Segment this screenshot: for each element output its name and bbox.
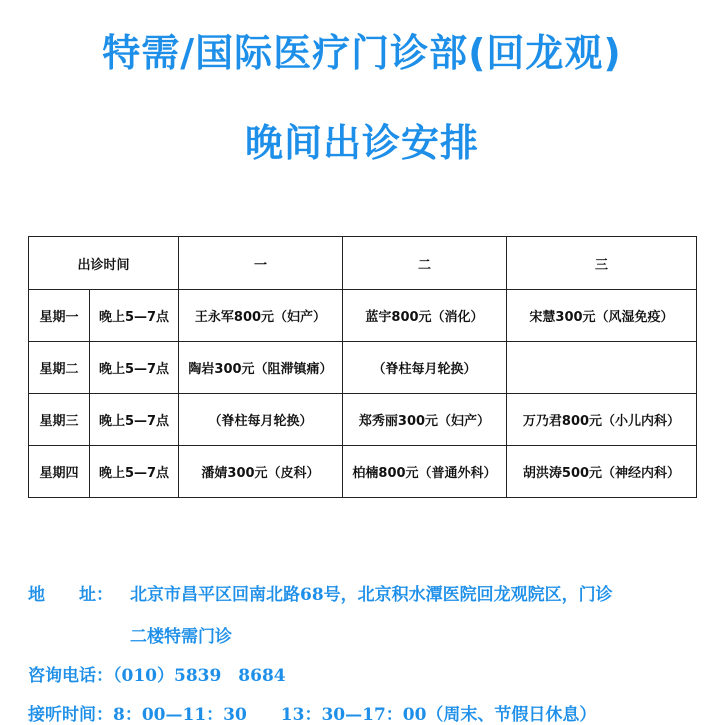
hours-line: 接听时间：8：00—11：30 13：30—17：00（周末、节假日休息） xyxy=(28,705,597,725)
table-row xyxy=(29,290,697,342)
day-cell: 星期一 xyxy=(29,290,90,342)
table-header-row xyxy=(29,237,697,290)
address-line-1: 北京市昌平区回南北路68号，北京积水潭医院回龙观院区，门诊 xyxy=(130,585,613,605)
column-header: 二 xyxy=(343,237,507,290)
doctor-cell: （脊柱每月轮换） xyxy=(179,394,343,446)
doctor-cell: （脊柱每月轮换） xyxy=(343,342,507,394)
doctor-cell: 王永军800元（妇产） xyxy=(179,290,343,342)
phone-line: 咨询电话：（010）5839 8684 xyxy=(28,666,286,686)
column-header: 三 xyxy=(507,237,697,290)
column-header: 一 xyxy=(179,237,343,290)
day-cell: 星期三 xyxy=(29,394,90,446)
doctor-cell: 胡洪涛500元（神经内科） xyxy=(507,446,697,498)
time-cell: 晚上5—7点 xyxy=(90,394,179,446)
time-header: 出诊时间 xyxy=(29,237,179,290)
time-cell: 晚上5—7点 xyxy=(90,290,179,342)
time-cell: 晚上5—7点 xyxy=(90,342,179,394)
schedule-table xyxy=(28,236,697,498)
doctor-cell: 柏楠800元（普通外科） xyxy=(343,446,507,498)
doctor-cell: 万乃君800元（小儿内科） xyxy=(507,394,697,446)
doctor-cell: 宋慧300元（风湿免疫） xyxy=(507,290,697,342)
table-row xyxy=(29,446,697,498)
doctor-cell: 潘婧300元（皮科） xyxy=(179,446,343,498)
doctor-cell xyxy=(507,342,697,394)
table-row xyxy=(29,342,697,394)
time-cell: 晚上5—7点 xyxy=(90,446,179,498)
table-row xyxy=(29,394,697,446)
day-cell: 星期四 xyxy=(29,446,90,498)
doctor-cell: 蓝宇800元（消化） xyxy=(343,290,507,342)
page-subtitle: 晚间出诊安排 xyxy=(244,121,479,165)
address-label: 地 址： xyxy=(28,585,113,605)
address-line-2: 二楼特需门诊 xyxy=(130,627,232,647)
doctor-cell: 陶岩300元（阻滞镇痛） xyxy=(179,342,343,394)
page-title: 特需/国际医疗门诊部(回龙观) xyxy=(102,31,622,75)
doctor-cell: 郑秀丽300元（妇产） xyxy=(343,394,507,446)
day-cell: 星期二 xyxy=(29,342,90,394)
